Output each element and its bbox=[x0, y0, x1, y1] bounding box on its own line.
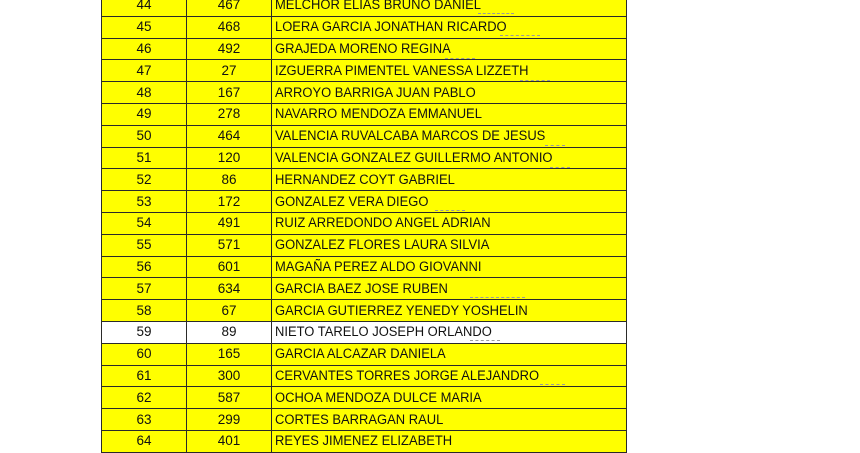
table-row bbox=[102, 300, 627, 322]
table-row bbox=[102, 278, 627, 300]
student-id-cell: 601 bbox=[187, 256, 272, 278]
student-id-cell: 172 bbox=[187, 191, 272, 213]
student-name-text: GONZALEZ FLORES LAURA SILVIA bbox=[275, 237, 490, 253]
student-id-cell: 67 bbox=[187, 300, 272, 322]
row-number-cell: 48 bbox=[102, 82, 187, 104]
student-name-text: NIETO TARELO JOSEPH ORLANDO bbox=[275, 324, 492, 340]
student-id-cell: 86 bbox=[187, 169, 272, 191]
student-name-cell bbox=[272, 430, 627, 452]
dashed-guide bbox=[500, 35, 540, 36]
table-row bbox=[102, 409, 627, 431]
student-name-text: LOERA GARCIA JONATHAN RICARDO bbox=[275, 19, 507, 35]
table-row bbox=[102, 0, 627, 16]
table-row bbox=[102, 343, 627, 365]
student-name-cell bbox=[272, 387, 627, 409]
student-id-cell: 467 bbox=[187, 0, 272, 16]
row-number-cell: 45 bbox=[102, 16, 187, 38]
row-number-cell: 46 bbox=[102, 38, 187, 60]
row-number-cell: 44 bbox=[102, 0, 187, 16]
student-name-text: REYES JIMENEZ ELIZABETH bbox=[275, 433, 453, 449]
student-id-cell: 464 bbox=[187, 125, 272, 147]
student-id-cell: 299 bbox=[187, 409, 272, 431]
student-name-cell bbox=[272, 278, 627, 300]
student-id-cell: 401 bbox=[187, 430, 272, 452]
student-name-text: NAVARRO MENDOZA EMMANUEL bbox=[275, 106, 482, 122]
student-name-text: MAGAÑA PEREZ ALDO GIOVANNI bbox=[275, 258, 482, 274]
student-name-cell bbox=[272, 169, 627, 191]
student-id-cell: 120 bbox=[187, 147, 272, 169]
student-name-cell bbox=[272, 234, 627, 256]
table-row bbox=[102, 321, 627, 343]
student-name-text: GRAJEDA MORENO REGINA bbox=[275, 40, 451, 56]
table-row bbox=[102, 16, 627, 38]
student-name-cell bbox=[272, 343, 627, 365]
row-number-cell: 51 bbox=[102, 147, 187, 169]
row-number-cell: 47 bbox=[102, 60, 187, 82]
dashed-guide bbox=[435, 210, 465, 211]
dashed-guide bbox=[470, 297, 525, 298]
student-id-cell: 89 bbox=[187, 321, 272, 343]
table-row bbox=[102, 430, 627, 452]
row-number-cell: 61 bbox=[102, 365, 187, 387]
table-row bbox=[102, 191, 627, 213]
student-id-cell: 571 bbox=[187, 234, 272, 256]
row-number-cell: 53 bbox=[102, 191, 187, 213]
student-name-text: GARCIA GUTIERREZ YENEDY YOSHELIN bbox=[275, 302, 528, 318]
student-name-text: HERNANDEZ COYT GABRIEL bbox=[275, 171, 455, 187]
student-name-text: CORTES BARRAGAN RAUL bbox=[275, 411, 444, 427]
student-name-cell bbox=[272, 365, 627, 387]
table-row bbox=[102, 125, 627, 147]
student-name-cell bbox=[272, 103, 627, 125]
student-name-cell bbox=[272, 300, 627, 322]
row-number-cell: 56 bbox=[102, 256, 187, 278]
table-row bbox=[102, 82, 627, 104]
student-id-cell: 634 bbox=[187, 278, 272, 300]
table-row bbox=[102, 147, 627, 169]
row-number-cell: 49 bbox=[102, 103, 187, 125]
row-number-cell: 57 bbox=[102, 278, 187, 300]
row-number-cell: 55 bbox=[102, 234, 187, 256]
row-number-cell: 59 bbox=[102, 321, 187, 343]
student-name-cell bbox=[272, 38, 627, 60]
student-name-text: VALENCIA RUVALCABA MARCOS DE JESUS bbox=[275, 128, 546, 144]
row-number-cell: 60 bbox=[102, 343, 187, 365]
table-row bbox=[102, 103, 627, 125]
student-name-text: GONZALEZ VERA DIEGO bbox=[275, 193, 429, 209]
student-name-text: OCHOA MENDOZA DULCE MARIA bbox=[275, 389, 482, 405]
dashed-guide bbox=[540, 384, 565, 385]
student-name-cell bbox=[272, 321, 627, 343]
student-name-cell bbox=[272, 409, 627, 431]
table-row bbox=[102, 169, 627, 191]
row-number-cell: 64 bbox=[102, 430, 187, 452]
dashed-guide bbox=[478, 13, 514, 14]
student-id-cell: 300 bbox=[187, 365, 272, 387]
student-name-cell bbox=[272, 212, 627, 234]
dashed-guide bbox=[550, 167, 570, 168]
student-name-text: ARROYO BARRIGA JUAN PABLO bbox=[275, 84, 476, 100]
dashed-guide bbox=[520, 80, 550, 81]
student-name-cell bbox=[272, 125, 627, 147]
row-number-cell: 52 bbox=[102, 169, 187, 191]
student-name-text: GARCIA BAEZ JOSE RUBEN bbox=[275, 280, 448, 296]
table-row bbox=[102, 212, 627, 234]
student-id-cell: 468 bbox=[187, 16, 272, 38]
student-name-text: CERVANTES TORRES JORGE ALEJANDRO bbox=[275, 367, 540, 383]
table-row bbox=[102, 60, 627, 82]
row-number-cell: 62 bbox=[102, 387, 187, 409]
student-name-text: GARCIA ALCAZAR DANIELA bbox=[275, 346, 446, 362]
table-row bbox=[102, 234, 627, 256]
dashed-guide bbox=[445, 58, 475, 59]
table-row bbox=[102, 256, 627, 278]
table-row bbox=[102, 387, 627, 409]
student-name-cell bbox=[272, 82, 627, 104]
student-name-text: RUIZ ARREDONDO ANGEL ADRIAN bbox=[275, 215, 491, 231]
student-name-text: IZGUERRA PIMENTEL VANESSA LIZZETH bbox=[275, 62, 529, 78]
student-id-cell: 167 bbox=[187, 82, 272, 104]
dashed-guide bbox=[545, 145, 565, 146]
student-id-cell: 165 bbox=[187, 343, 272, 365]
row-number-cell: 54 bbox=[102, 212, 187, 234]
dashed-guide bbox=[470, 340, 500, 341]
table-row bbox=[102, 38, 627, 60]
student-id-cell: 278 bbox=[187, 103, 272, 125]
student-id-cell: 27 bbox=[187, 60, 272, 82]
student-name-cell bbox=[272, 147, 627, 169]
row-number-cell: 58 bbox=[102, 300, 187, 322]
student-name-cell bbox=[272, 0, 627, 16]
student-id-cell: 492 bbox=[187, 38, 272, 60]
row-number-cell: 50 bbox=[102, 125, 187, 147]
student-name-text: VALENCIA GONZALEZ GUILLERMO ANTONIO bbox=[275, 149, 553, 165]
student-name-cell bbox=[272, 256, 627, 278]
student-id-cell: 587 bbox=[187, 387, 272, 409]
student-id-cell: 491 bbox=[187, 212, 272, 234]
student-name-text: MELCHOR ELIAS BRUNO DANIEL bbox=[275, 0, 481, 13]
student-name-cell bbox=[272, 16, 627, 38]
row-number-cell: 63 bbox=[102, 409, 187, 431]
student-name-cell bbox=[272, 60, 627, 82]
